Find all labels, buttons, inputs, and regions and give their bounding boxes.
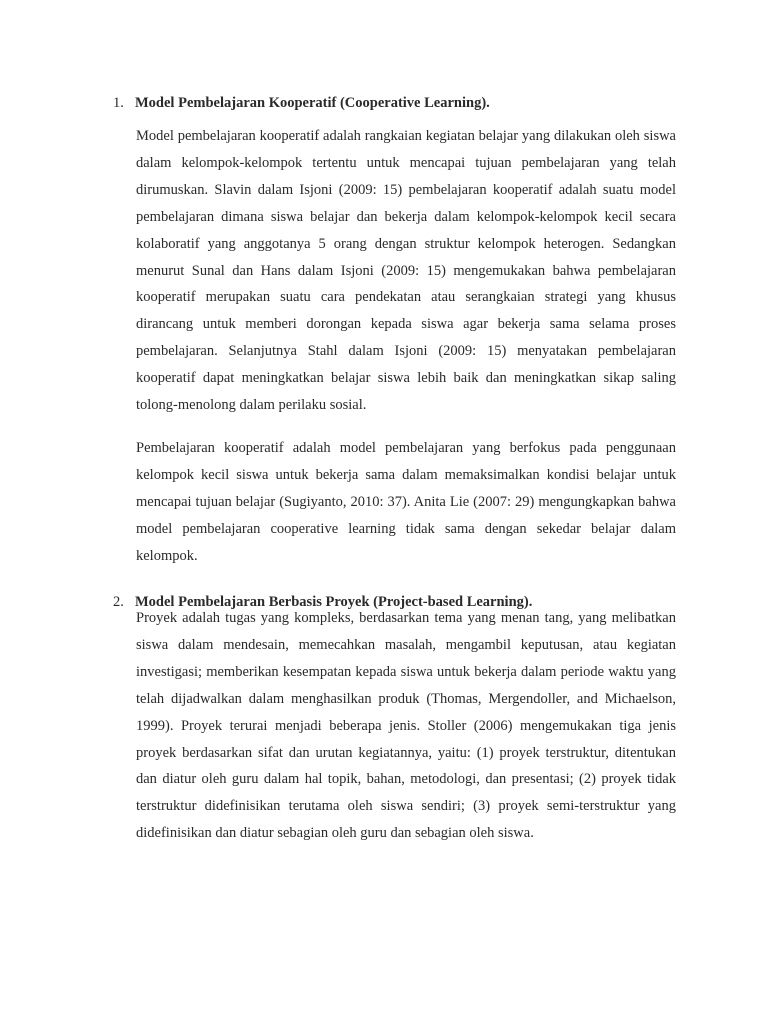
section-2-number: 2.: [113, 594, 124, 610]
section-1-heading: [113, 93, 673, 113]
section-1-title: Model Pembelajaran Kooperatif (Cooperative Learning).: [135, 95, 490, 111]
section-2-title: Model Pembelajaran Berbasis Proyek (Project-based Learning).: [135, 594, 533, 610]
section-2-paragraph-1: Proyek adalah tugas yang kompleks, berdasarkan tema yang menan tang, yang melibatkan siswa dalam mendesain, memecahkan masalah, mengambil keputusan, atau kegiatan investigasi; memberikan kesempatan kepada siswa untuk bekerja dalam periode waktu yang telah dijadwalkan dalam menghasilkan produk (Thomas, Mergendoller, and Michaelson, 1999). Proyek terurai menjadi beberapa jenis. Stoller (2006) mengemukakan tiga jenis proyek berdasarkan sifat dan urutan kegiatannya, yaitu: (1) proyek terstruktur, ditentukan dan diatur oleh guru dalam hal topik, bahan, metodologi, dan presentasi; (2) proyek tidak terstruktur didefinisikan terutama oleh siswa sendiri; (3) proyek semi-terstruktur yang didefinisikan dan diatur sebagian oleh guru dan sebagian oleh siswa.: [136, 610, 676, 842]
section-1-paragraph-1: Model pembelajaran kooperatif adalah rangkaian kegiatan belajar yang dilakukan oleh siswa dalam kelompok-kelompok tertentu untuk mencapai tujuan pembelajaran yang telah dirumuskan. Slavin dalam Isjoni (2009: 15) pembelajaran kooperatif adalah suatu model pembelajaran dimana siswa belajar dan bekerja dalam kelompok-kelompok kecil secara kolaboratif yang anggotanya 5 orang dengan struktur kelompok heterogen. Sedangkan menurut Sunal dan Hans dalam Isjoni (2009: 15) mengemukakan bahwa pembelajaran kooperatif merupakan suatu cara pendekatan atau serangkaian strategi yang khusus dirancang untuk memberi dorongan kepada siswa agar bekerja sama selama proses pembelajaran. Selanjutnya Stahl dalam Isjoni (2009: 15) menyatakan pembelajaran kooperatif dapat meningkatkan belajar siswa lebih baik dan meningkatkan sikap saling tolong-menolong dalam perilaku sosial.: [136, 128, 676, 414]
section-1-number: 1.: [113, 95, 124, 111]
section-1-paragraph-2: Pembelajaran kooperatif adalah model pembelajaran yang berfokus pada penggunaan kelompok kecil siswa untuk bekerja sama dalam memaksimalkan kondisi belajar untuk mencapai tujuan belajar (Sugiyanto, 2010: 37). Anita Lie (2007: 29) mengungkapkan bahwa model pembelajaran cooperative learning tidak sama dengan sekedar belajar dalam kelompok.: [136, 440, 676, 564]
